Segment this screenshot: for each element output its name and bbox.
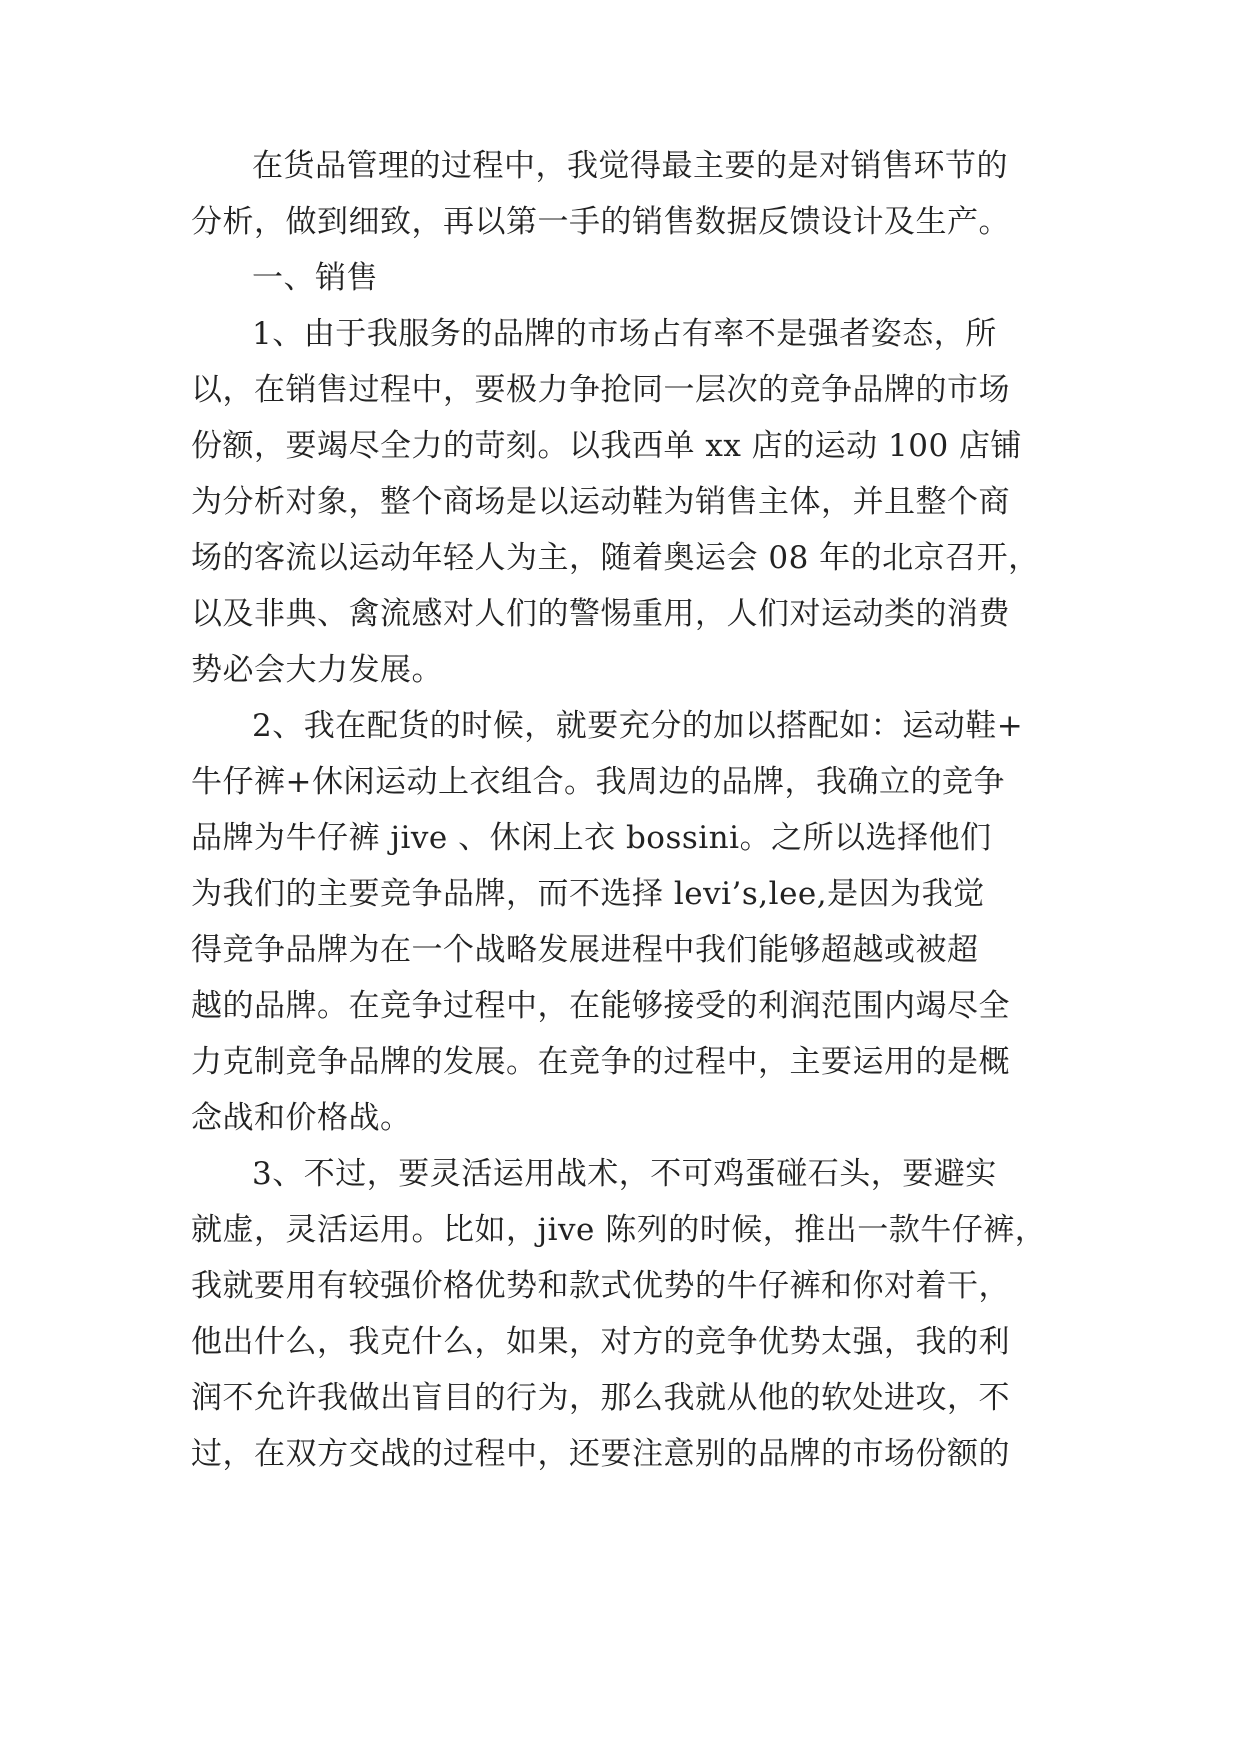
text-line: 润不允许我做出盲目的行为，那么我就从他的软处进攻，不	[191, 1380, 1010, 1416]
text-line: 过，在双方交战的过程中，还要注意别的品牌的市场份额的	[191, 1436, 1010, 1472]
text-line: 在货品管理的过程中，我觉得最主要的是对销售环节的	[252, 148, 1008, 184]
text-line: 2、我在配货的时候，就要充分的加以搭配如：运动鞋+	[252, 708, 1024, 744]
text-line: 就虚，灵活运用。比如，jive 陈列的时候，推出一款牛仔裤，	[191, 1212, 1047, 1248]
text-line: 1、由于我服务的品牌的市场占有率不是强者姿态，所	[252, 316, 997, 352]
text-line: 以及非典、禽流感对人们的警惕重用，人们对运动类的消费	[191, 596, 1010, 632]
text-line: 场的客流以运动年轻人为主，随着奥运会 08 年的北京召开，	[191, 540, 1040, 576]
text-line: 份额，要竭尽全力的苛刻。以我西单 xx 店的运动 100 店铺	[191, 428, 1023, 464]
text-line: 3、不过，要灵活运用战术，不可鸡蛋碰石头，要避实	[252, 1156, 997, 1192]
text-line: 为我们的主要竞争品牌，而不选择 levi’s,lee,是因为我觉	[191, 876, 985, 912]
text-line: 以，在销售过程中，要极力争抢同一层次的竞争品牌的市场	[191, 372, 1010, 408]
text-line: 力克制竞争品牌的发展。在竞争的过程中，主要运用的是概	[191, 1044, 1010, 1080]
text-line: 分析，做到细致，再以第一手的销售数据反馈设计及生产。	[191, 204, 1010, 240]
section-heading: 一、销售	[252, 260, 378, 296]
text-line: 品牌为牛仔裤 jive 、休闲上衣 bossini。之所以选择他们	[191, 820, 992, 856]
text-line: 念战和价格战。	[191, 1100, 412, 1136]
text-line: 越的品牌。在竞争过程中，在能够接受的利润范围内竭尽全	[191, 988, 1010, 1024]
text-line: 势必会大力发展。	[191, 652, 443, 688]
text-line: 我就要用有较强价格优势和款式优势的牛仔裤和你对着干，	[191, 1268, 1010, 1304]
text-line: 牛仔裤+休闲运动上衣组合。我周边的品牌，我确立的竞争	[191, 764, 1005, 800]
text-line: 为分析对象，整个商场是以运动鞋为销售主体，并且整个商	[191, 484, 1010, 520]
text-line: 得竞争品牌为在一个战略发展进程中我们能够超越或被超	[191, 932, 979, 968]
text-line: 他出什么，我克什么，如果，对方的竞争优势太强，我的利	[191, 1324, 1010, 1360]
